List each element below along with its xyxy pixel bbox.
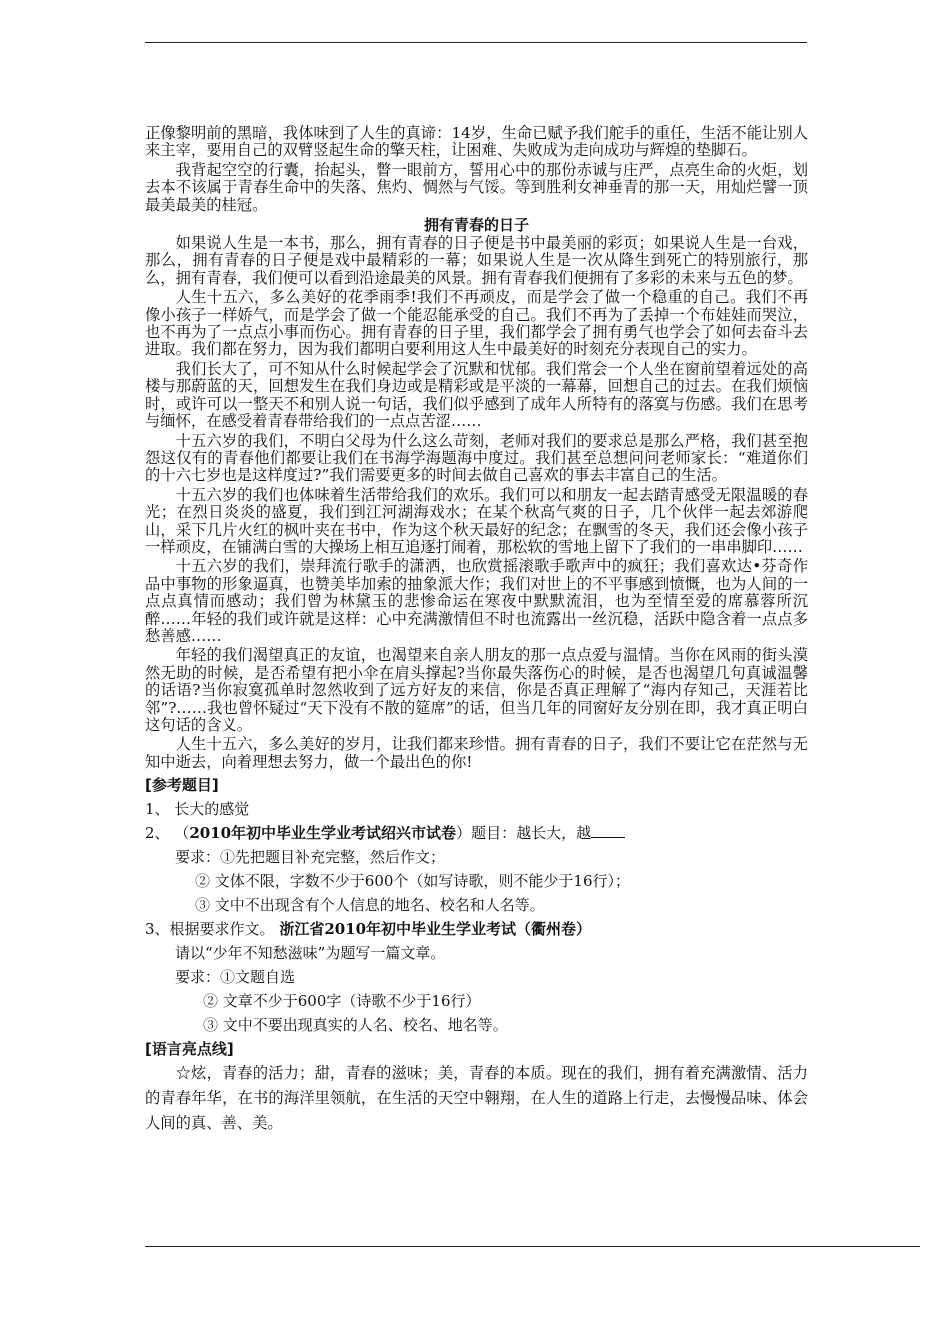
article-paragraph-8: 人生十五六，多么美好的岁月，让我们都来珍惜。拥有青春的日子，我们不要让它在茫然与无知中逝去，向着理想去努力，做一个最出色的你! — [145, 735, 808, 771]
reference-item-2-requirement-2: ② 文体不限，字数不少于600个（如写诗歌，则不能少于16行）； — [195, 872, 630, 891]
reference-heading: [参考题目] — [145, 776, 219, 795]
reference-item-2-prefix: 2、 （ — [145, 824, 190, 843]
article-paragraph-1: 如果说人生是一本书，那么，拥有青春的日子便是书中最美丽的彩页；如果说人生是一台戏，那么，拥有青春的日子便是戏中最精彩的一幕；如果说人生是一次从降生到死亡的特别旅行，那么，拥有青春，我们便可以看到沿途最美的风景。拥有青春我们便拥有了多彩的未来与五色的梦。 — [145, 234, 808, 287]
article-paragraph-2: 人生十五六，多么美好的花季雨季!我们不再顽皮，而是学会了做一个稳重的自己。我们不再像小孩子一样娇气，而是学会了做一个能忍能承受的自己。我们不再为了丢掉一个布娃娃而哭泣，也不再为了一点点小事而伤心。拥有青春的日子里，我们都学会了拥有勇气也学会了如何去奋斗去进取。我们都在努力，因为我们都明白要利用这人生中最美好的时刻充分表现自己的实力。 — [145, 288, 808, 359]
article-paragraph-7: 年轻的我们渴望真正的友谊，也渴望来自亲人朋友的那一点点爱与温情。当你在风雨的街头漠然无助的时候，是否希望有把小伞在肩头撑起?当你最失落伤心的时候，是否也渴望几句真诚温馨的话语?当你寂寞孤单时忽然收到了远方好友的来信，你是否真正理解了“海内存知己，天涯若比邻”?……我也曾怀疑过“天下没有不散的筵席”的话，但当几年的同窗好友分别在即，我才真正明白这句话的含义。 — [145, 646, 808, 734]
reference-item-2-suffix: ）题目：越长大，越 — [456, 824, 592, 843]
highlights-heading: [语言亮点线] — [145, 1040, 234, 1059]
reference-item-2-source: 2010年初中毕业生学业考试绍兴市试卷 — [189, 824, 457, 843]
reference-item-3 — [145, 917, 808, 941]
reference-item-3-prompt: 请以“少年不知愁滋味”为题写一篇文章。 — [175, 944, 446, 963]
article-paragraph-6: 十五六岁的我们，崇拜流行歌手的潇洒，也欣赏摇滚歌手歌声中的疯狂；我们喜欢达•芬奇作品中事物的形象逼真，也赞美毕加索的抽象派大作；我们对世上的不平事感到愤慨，也为人间的一点点真情而感动；我们曾为林黛玉的悲惨命运在寒夜中默默流泪，也为至情至爱的席慕蓉所沉醉……年轻的我们或许就是这样：心中充满激情但不时也流露出一丝沉稳，活跃中隐含着一点点多愁善感…… — [145, 557, 808, 645]
article-paragraph-5: 十五六岁的我们也体味着生活带给我们的欢乐。我们可以和朋友一起去踏青感受无限温暖的春光；在烈日炎炎的盛夏，我们到江河湖海戏水；在某个秋高气爽的日子，几个伙伴一起去郊游爬山，采下几片火红的枫叶夹在书中，作为这个秋天最好的纪念；在飘雪的冬天，我们还会像小孩子一样顽皮，在铺满白雪的大操场上相互追逐打闹着，那松软的雪地上留下了我们的一串串脚印…… — [145, 485, 808, 556]
footer-rule — [145, 1246, 920, 1247]
article-title: 拥有青春的日子 — [423, 216, 529, 235]
article-paragraph-3: 我们长大了，可不知从什么时候起学会了沉默和忧郁。我们常会一个人坐在窗前望着远处的高楼与那蔚蓝的天，回想发生在我们身边或是精彩或是平淡的一幕幕，回想自己的过去。在我们烦恼时，或许可以一整天不和别人说一句话，我们似乎感到了成年人所特有的落寞与伤感。我们在思考与缅怀，在感受着青春带给我们的一点点苦涩…… — [145, 359, 808, 431]
reference-item-2-requirement-1: 要求：①先把题目补充完整，然后作文； — [175, 848, 446, 867]
reference-item-2 — [145, 821, 808, 845]
intro-paragraph-1: 正像黎明前的黑暗，我体味到了人生的真谛：14岁，生命已赋予我们舵手的重任，生活不能让别人来主宰，要用自己的双臂竖起生命的擎天柱，让困难、失败成为走向成功与辉煌的垫脚石。 — [145, 124, 808, 160]
reference-item-1: 1、 长大的感觉 — [145, 800, 250, 819]
reference-item-3-source: 浙江省2010年初中毕业生学业考试（衢州卷） — [279, 920, 592, 939]
reference-item-3-requirement-2: ② 文章不少于600字（诗歌不少于16行） — [203, 992, 481, 1011]
reference-item-3-prefix: 3、根据要求作文。 — [145, 920, 280, 939]
reference-item-2-requirement-3: ③ 文中不出现含有个人信息的地名、校名和人名等。 — [195, 896, 545, 915]
article-paragraph-4: 十五六岁的我们，不明白父母为什么这么苛刻，老师对我们的要求总是那么严格，我们甚至抱怨这仅有的青春他们都要让我们在书海学海题海中度过。我们甚至总想问问老师家长：“难道你们的十六七岁也是这样度过?”我们需要更多的时间去做自己喜欢的事去丰富自己的生活。 — [145, 431, 808, 485]
header-rule — [145, 42, 807, 43]
fill-in-blank — [591, 822, 625, 838]
intro-paragraph-2: 我背起空空的行囊，抬起头，瞥一眼前方，誓用心中的那份赤诚与庄严，点亮生命的火炬，划去本不该属于青春生命中的失落、焦灼、惆然与气馁。等到胜利女神垂青的那一天，用灿烂譬一顶最美最美的桂冠。 — [145, 160, 808, 214]
reference-item-3-requirement-1: 要求：①文题自选 — [175, 968, 296, 987]
document-body — [145, 125, 808, 1136]
highlights-text: ☆炫，青春的活力；甜，青春的滋味；美，青春的本质。现在的我们，拥有着充满激情、活力的青春年华，在书的海洋里领航，在生活的天空中翱翔，在人生的道路上行走，去慢慢品味、体会人间的真、善、美。 — [145, 1064, 808, 1133]
reference-item-3-requirement-3: ③ 文中不要出现真实的人名、校名、地名等。 — [203, 1016, 508, 1035]
